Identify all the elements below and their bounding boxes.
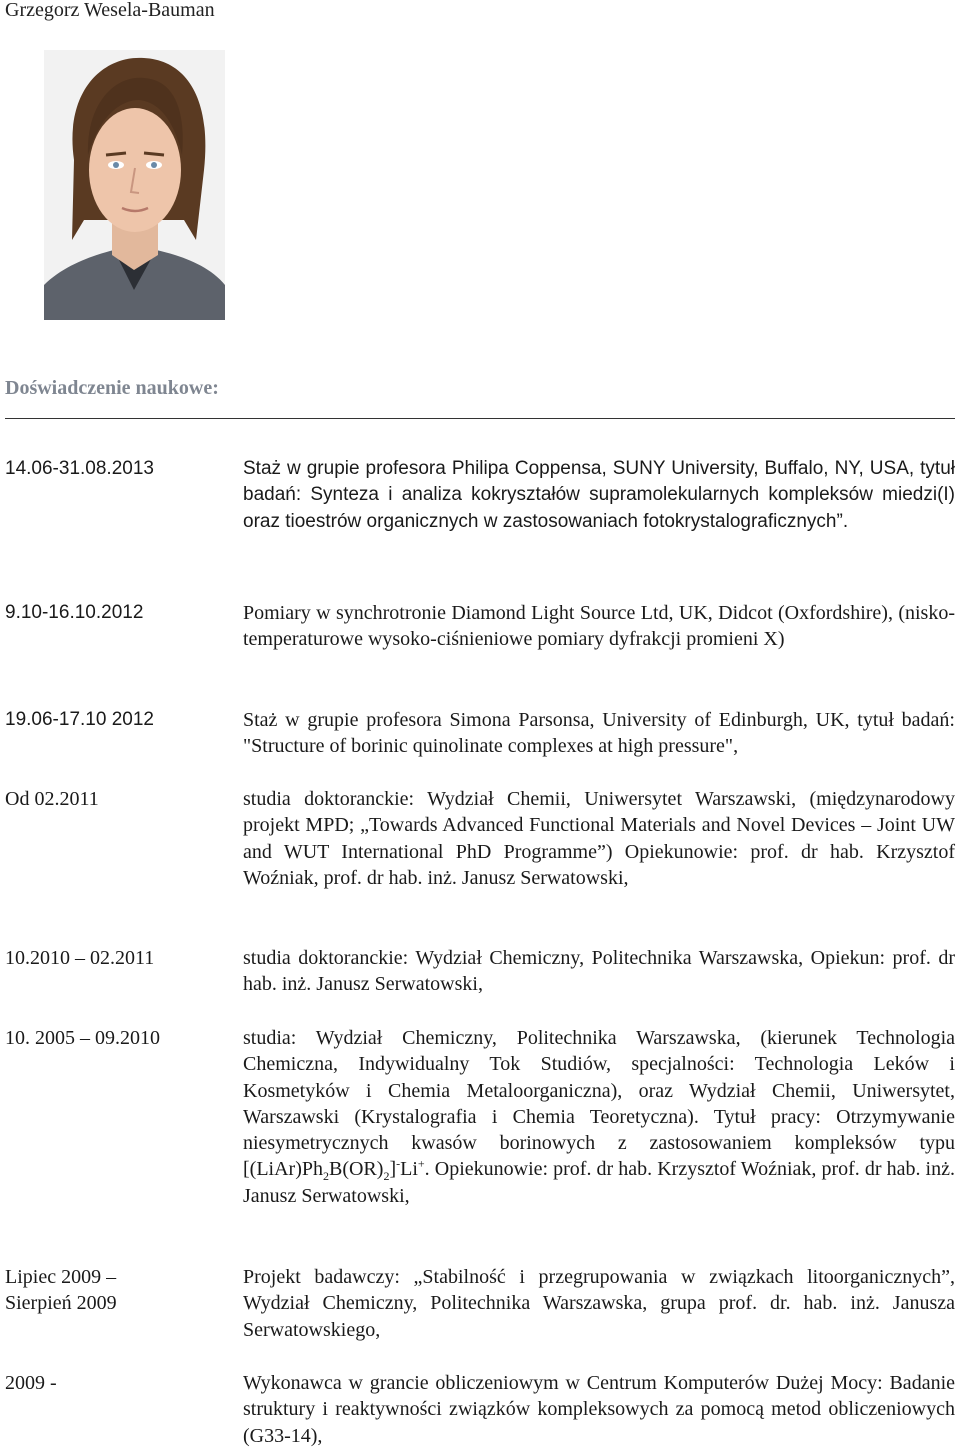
- entry-date: 14.06-31.08.2013: [5, 458, 154, 479]
- entry-date: Od 02.2011: [5, 788, 99, 810]
- entry-date: Lipiec 2009 – Sierpień 2009: [5, 1266, 117, 1315]
- entry-description: Staż w grupie profesora Simona Parsonsa, University of Edinburgh, UK, tytuł badań: "Structure of borinic quinolinate complexes at high pressure",: [243, 709, 955, 758]
- entry-description: Projekt badawczy: „Stabilność i przegrupowania w związkach litoorganicznych”, Wydział Chemiczny, Politechnika Warszawska, grupa prof. dr. hab. inż. Janusza Serwatowskiego,: [243, 1266, 955, 1341]
- section-title: Doświadczenie naukowe:: [5, 377, 219, 399]
- entry-date: 9.10-16.10.2012: [5, 602, 144, 623]
- entry-date: 2009 -: [5, 1372, 57, 1394]
- entry-date: 19.06-17.10 2012: [5, 709, 154, 730]
- portrait-photo: [44, 50, 225, 320]
- person-name: Grzegorz Wesela-Bauman: [5, 0, 215, 21]
- section-divider: [5, 418, 955, 419]
- entry-date: 10. 2005 – 09.2010: [5, 1027, 160, 1049]
- entry-description: studia doktoranckie: Wydział Chemii, Uniwersytet Warszawski, (międzynarodowy projekt MPD; „Towards Advanced Functional Materials and Novel Devices – Joint UW and WUT International PhD Programme”) Opiekunowie: prof. dr hab. Krzysztof Woźniak, prof. dr hab. inż. Janusz Serwatowski,: [243, 788, 955, 889]
- entry-description: studia: Wydział Chemiczny, Politechnika Warszawska, (kierunek Technologia Chemiczna, Indywidualny Tok Studiów, specjalności: Technologia Leków i Kosmetyków i Chemia Metaloorganiczna), oraz Wydział Chemii, Uniwersytet, Warszawski (Krystalografia i Chemia Teoretyczna). Tytuł pracy: Otrzymywanie niesymetrycznych kwasów borinowych z zastosowaniem kompleksów typu $[(LiAr)Ph_2B(OR)_2]^-Li^+$. Opiekunowie: prof. dr hab. Krzysztof Woźniak, prof. dr hab. inż. Janusz Serwatowski,: [243, 1027, 955, 1207]
- entry-date: 10.2010 – 02.2011: [5, 947, 155, 969]
- entry-description: Staż w grupie profesora Philipa Coppensa, SUNY University, Buffalo, NY, USA, tytuł badań: Synteza i analiza kokryształów supramolekularnych kompleksów miedzi(I) oraz tioestrów organicznych w zastosowaniach fotokrystalograficznych”.: [243, 458, 955, 532]
- entry-description: Wykonawca w grancie obliczeniowym w Centrum Komputerów Dużej Mocy: Badanie struktury i reaktywności związków kompleksowych za pomocą metod obliczeniowych (G33-14),: [243, 1372, 955, 1447]
- entry-description: Pomiary w synchrotronie Diamond Light Source Ltd, UK, Didcot (Oxfordshire), (nisko-temperaturowe wysoko-ciśnieniowe pomiary dyfrakcji promieni X): [243, 602, 955, 651]
- entry-description: studia doktoranckie: Wydział Chemiczny, Politechnika Warszawska, Opiekun: prof. dr hab. inż. Janusz Serwatowski,: [243, 947, 955, 996]
